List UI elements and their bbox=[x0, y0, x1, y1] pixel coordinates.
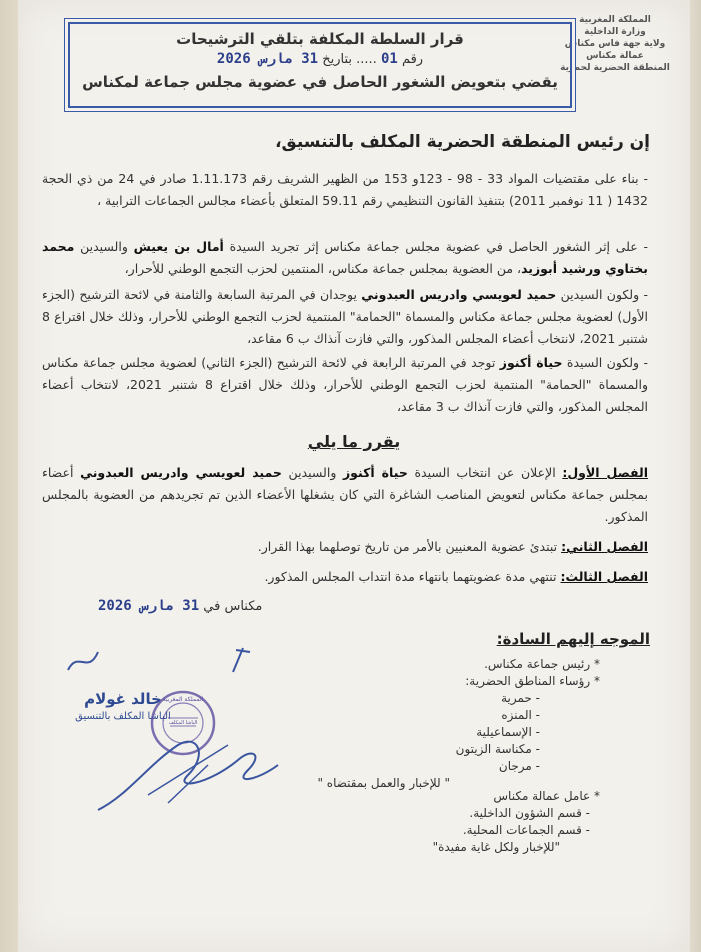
distribution-item: - المنزه bbox=[501, 708, 540, 722]
header-line: ولاية جهة فاس مكناس bbox=[564, 39, 666, 49]
date-label: بتاريخ bbox=[322, 52, 352, 67]
member-name: محمد بختاوي ورشيد أبوزيد bbox=[42, 239, 648, 276]
distribution-group-one bbox=[317, 656, 600, 792]
paragraph-text: والسيدين bbox=[74, 239, 134, 254]
paragraph-text: - على إثر الشغور الحاصل في عضوية مجلس جماعة مكناس إثر تجريد السيدة bbox=[223, 239, 648, 254]
chapter-one bbox=[42, 462, 648, 528]
signatory-name: خالد غولام bbox=[84, 690, 162, 708]
place-label: مكناس في bbox=[203, 599, 263, 614]
distribution-group-two bbox=[433, 788, 600, 856]
decision-subject: يقضي بتعويض الشغور الحاصل في عضوية مجلس جماعة لمكناس bbox=[82, 73, 558, 91]
paragraph-text: ، من العضوية بمجلس جماعة مكناس، المنتمين لحزب التجمع الوطني للأحرار، bbox=[124, 261, 522, 276]
distribution-item: - مكناسة الزيتون bbox=[455, 742, 540, 756]
place-date-line bbox=[98, 598, 262, 614]
member-name: حميد لعويسي وادريس العبدوني bbox=[361, 287, 557, 302]
chapter-three bbox=[42, 566, 648, 588]
decision-number-date: رقم 01 ..... بتاريخ 31 مارس 2026 bbox=[216, 51, 424, 67]
distribution-item: - قسم الشؤون الداخلية. bbox=[469, 806, 590, 820]
number-label: رقم bbox=[401, 52, 424, 67]
chapter-text: الإعلان عن انتخاب السيدة bbox=[407, 465, 563, 480]
decision-number: 01 bbox=[380, 51, 398, 67]
header-line: وزارة الداخلية bbox=[584, 27, 646, 37]
decision-authority-title: قرار السلطة المكلفة بتلقي الترشيحات bbox=[176, 30, 464, 48]
distribution-note: " للإخبار والعمل بمقتضاه " bbox=[317, 776, 450, 790]
chapter-title: الفصل الأول: bbox=[562, 465, 648, 480]
member-name: حياة أكنوز bbox=[499, 355, 563, 370]
header-line: المملكة المغربية bbox=[579, 15, 651, 25]
header-line: عمالة مكناس bbox=[586, 51, 644, 61]
distribution-item: * عامل عمالة مكناس bbox=[493, 789, 600, 803]
member-name: حميد لعويسي وادريس العبدوني bbox=[80, 465, 282, 480]
distribution-item: - حمرية bbox=[501, 691, 540, 705]
paragraph-list-part-two bbox=[42, 352, 648, 418]
paragraph-list-part-one bbox=[42, 284, 648, 350]
chapter-two bbox=[42, 536, 648, 558]
distribution-item: * رؤساء المناطق الحضرية: bbox=[465, 674, 600, 688]
decision-title-box bbox=[68, 22, 572, 108]
paragraph-vacancy bbox=[42, 236, 648, 280]
paragraph-legal-basis bbox=[42, 168, 648, 212]
decides-heading: يقرر ما يلي bbox=[307, 432, 401, 451]
ministry-header bbox=[560, 14, 670, 74]
paragraph-text: - بناء على مقتضيات المواد 33 - 98 - 123و 153 من الظهير الشريف رقم 1.11.173 صادر في 24 من ذي الحجة 1432 ( 11 نوفمبر 2011) بتنفيذ القانون التنظيمي رقم 59.11 المتعلق بأعضاء مجالس الجماعات الترابية ، bbox=[42, 171, 649, 208]
stamp-inner-text: الباشا المكلف bbox=[168, 720, 198, 726]
chapter-text: أعضاء بمجلس جماعة مكناس لتعويض المناصب الشاغرة التي كان يشغلها الأعضاء الذين تم تجريدهم من العضوية بالمجلس المذكور. bbox=[42, 465, 648, 524]
chapter-title: الفصل الثاني: bbox=[561, 539, 648, 554]
document-page bbox=[18, 0, 690, 952]
paragraph-text: يوجدان في المرتبة السابعة والثامنة في لائحة الترشيح (الجزء الأول) لعضوية مجلس جماعة مكناس والمسماة "الحمامة" المنتمية لحزب التجمع الوطني للأحرار، وذلك خلال اقتراع 8 شتنبر 2021، لانتخاب أعضاء المجلس المذكور، والتي فازت آنذاك ب 6 مقاعد، bbox=[42, 287, 648, 346]
chapter-text: تبتدئ عضوية المعنيين بالأمر من تاريخ توصلهما بهذا القرار. bbox=[257, 539, 562, 554]
chapter-title: الفصل الثالث: bbox=[560, 569, 648, 584]
distribution-note: "للإخبار ولكل غاية مفيدة" bbox=[432, 840, 560, 854]
paragraph-text: - ولكون السيدة bbox=[562, 355, 649, 370]
distribution-item: * رئيس جماعة مكناس. bbox=[484, 657, 600, 671]
distribution-item: - قسم الجماعات المحلية. bbox=[462, 823, 590, 837]
decision-date: 31 مارس 2026 bbox=[216, 51, 319, 67]
addressee-heading: إن رئيس المنطقة الحضرية المكلف بالتنسيق، bbox=[275, 132, 650, 152]
paragraph-text: - ولكون السيدين bbox=[556, 287, 648, 302]
paragraph-text: توجد في المرتبة الرابعة في لائحة الترشيح (الجزء الثاني) لعضوية مجلس جماعة مكناس والمسماة "الحمامة" المنتمية لحزب التجمع الوطني للأحرار، وذلك خلال اقتراع 8 شتنبر 2021، لانتخاب أعضاء المجلس المذكور، والتي فازت آنذاك ب 3 مقاعد، bbox=[42, 355, 648, 414]
distribution-item: - الإسماعيلية bbox=[476, 725, 540, 739]
stamp-text: المملكة المغربية bbox=[162, 696, 204, 703]
distribution-item: - مرجان bbox=[498, 759, 540, 773]
handwritten-mark-icon bbox=[58, 640, 258, 680]
chapter-text: والسيدين bbox=[281, 465, 343, 480]
chapter-text: تنتهي مدة عضويتهما بانتهاء مدة انتداب المجلس المذكور. bbox=[264, 569, 561, 584]
signatory-role: الباشا المكلف بالتنسيق bbox=[75, 711, 171, 722]
distribution-title: الموجه إليهم السادة: bbox=[496, 630, 650, 648]
handwritten-date: 31 مارس 2026 bbox=[98, 598, 200, 614]
member-name: أمال بن يعيش bbox=[133, 239, 224, 254]
header-line: المنطقة الحضرية لحمرية bbox=[560, 63, 670, 73]
member-name: حياة أكنوز bbox=[342, 465, 408, 480]
handwritten-signature-icon bbox=[88, 725, 288, 825]
